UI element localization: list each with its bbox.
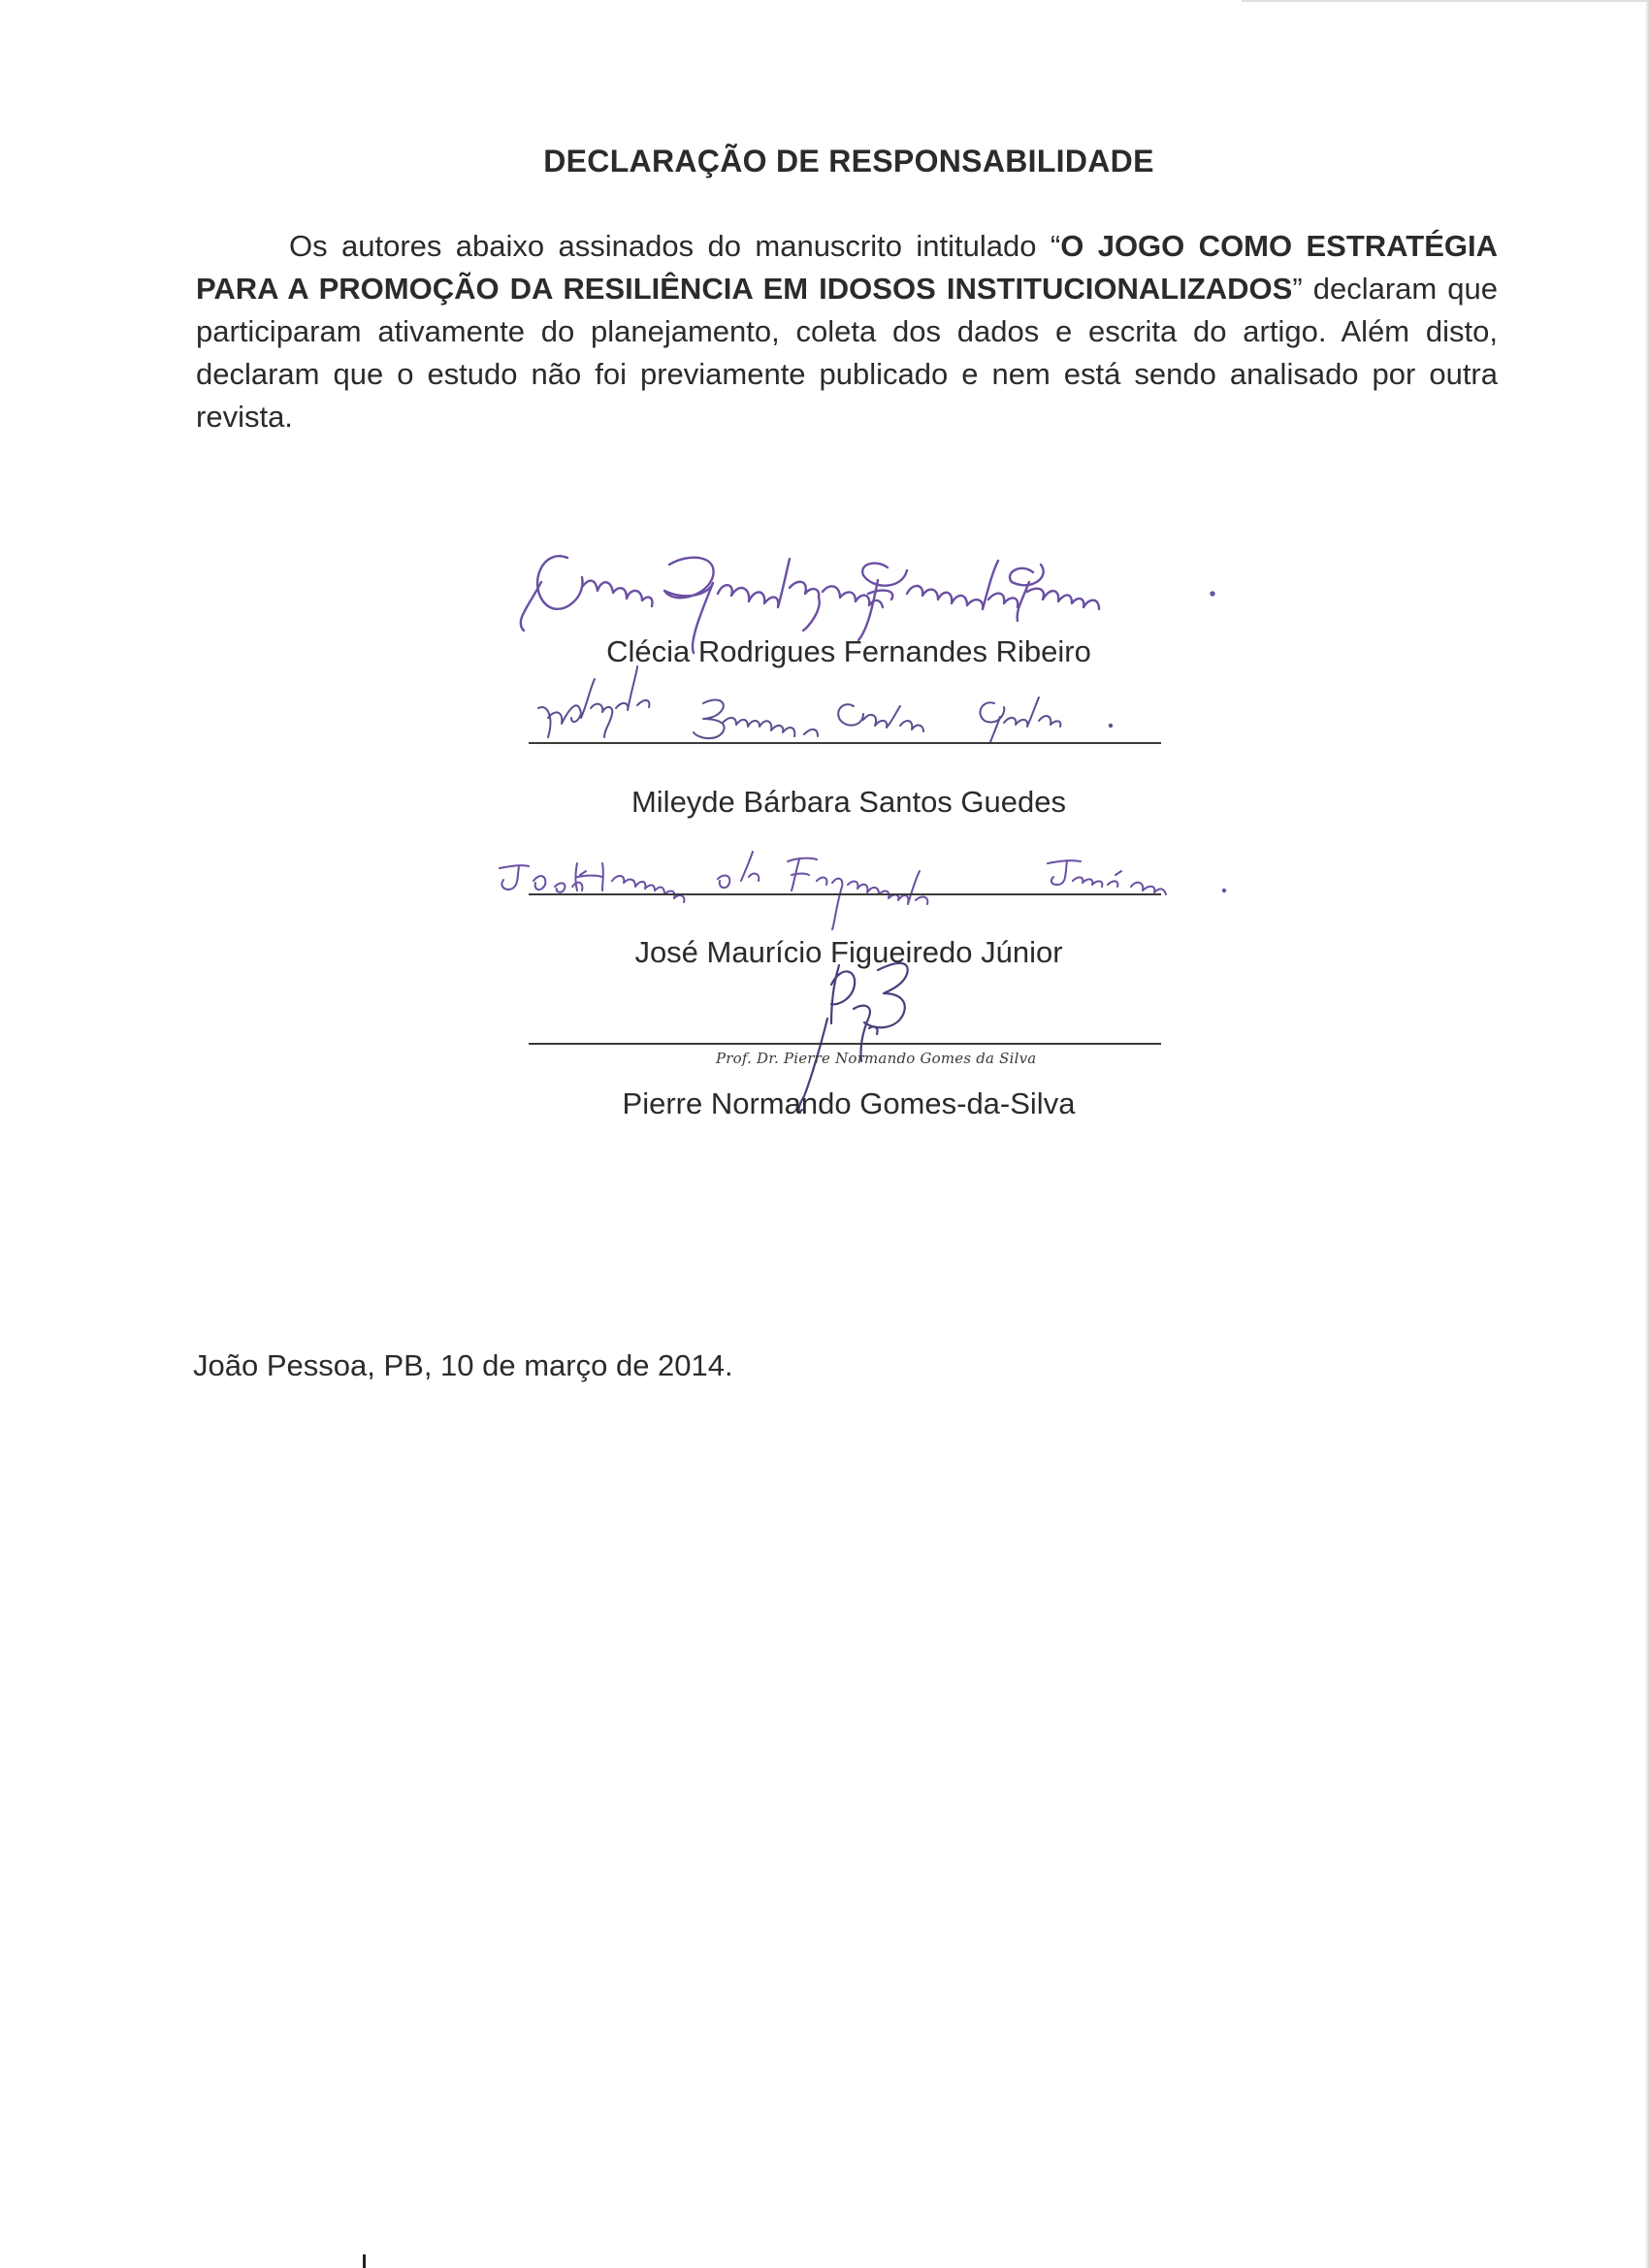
signature-stamp: Prof. Dr. Pierre Normando Gomes da Silva <box>716 1050 1037 1067</box>
document-title: DECLARAÇÃO DE RESPONSABILIDADE <box>543 144 1154 178</box>
signature-3-handwriting <box>500 852 1225 929</box>
signatory-name-1: Clécia Rodrigues Fernandes Ribeiro <box>606 634 1091 668</box>
signatory-name-2: Mileyde Bárbara Santos Guedes <box>630 785 1067 819</box>
signature-line-3 <box>529 893 1161 895</box>
paragraph-rest: ” declaram que participaram ativamente do planejamento, coleta dos dados e escrita do artigo. Além disto, declaram que o estudo não foi previamente publicado e nem está sendo analisado por outra revista. <box>196 272 1498 434</box>
place-and-date: João Pessoa, PB, 10 de março de 2014. <box>193 1348 733 1382</box>
signature-line-2 <box>529 742 1161 744</box>
signature-line-4 <box>529 1043 1161 1045</box>
scan-mark <box>363 2254 366 2268</box>
paragraph-intro: Os autores abaixo assinados do manuscrito intitulado “ <box>289 229 1061 263</box>
manuscript-title: O JOGO COMO ESTRATÉGIA PARA A PROMOÇÃO DA RESILIÊNCIA EM IDOSOS INSTITUCIONALIZADOS <box>196 229 1498 306</box>
signatory-name-4: Pierre Normando Gomes-da-Silva <box>622 1086 1076 1120</box>
signatory-name-3: José Maurício Figueiredo Júnior <box>634 935 1063 969</box>
signature-2-handwriting <box>538 666 1112 742</box>
